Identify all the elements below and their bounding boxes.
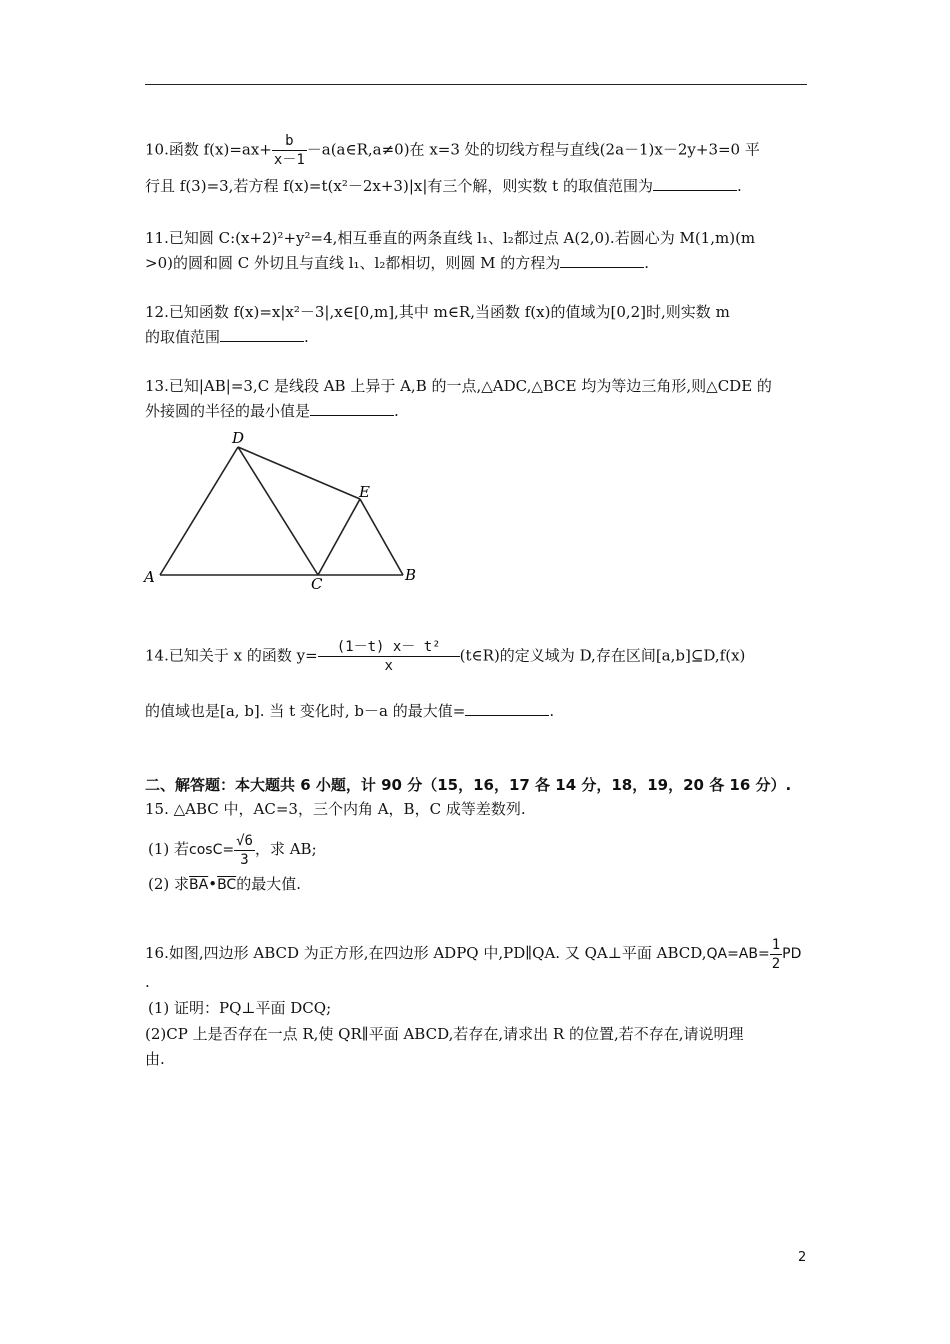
- segment-AD: [160, 447, 238, 575]
- q10-text-a: 10.函数 f(x)=ax+: [145, 140, 272, 159]
- label-B: B: [405, 566, 417, 584]
- q15-p1-text-a: (1) 若: [148, 840, 190, 858]
- q16-expr-a: QA=AB=: [706, 946, 770, 962]
- q16-text-line1: 16.如图,四边形 ABCD 为正方形,在四边形 ADPQ 中,PD∥QA. 又 QA⊥平面 ABCD,: [145, 944, 707, 962]
- q14-frac-num: (1－t) x－ t²: [318, 638, 460, 657]
- q16-part2-line2: 由.: [145, 1050, 165, 1068]
- label-D: D: [232, 429, 245, 447]
- q10-end: .: [736, 177, 742, 195]
- q16-frac-den: 2: [771, 955, 781, 972]
- q11-text-line2: >0)的圆和圆 C 外切且与直线 l₁、l₂都相切，则圆 M 的方程为: [145, 254, 561, 272]
- segment-DE: [238, 447, 360, 499]
- q16-line1: [145, 935, 801, 973]
- q14-end: .: [549, 702, 555, 720]
- dot-symbol: •: [208, 875, 218, 893]
- answer-blank[interactable]: [653, 176, 737, 191]
- q11-line1: 11.已知圆 C:(x+2)²+y²=4,相互垂直的两条直线 l₁、l₂都过点 A(2,0).若圆心为 M(1,m)(m: [145, 229, 756, 247]
- q16-frac-num: 1: [771, 936, 781, 953]
- answer-blank[interactable]: [220, 327, 304, 342]
- q15-fraction: [234, 832, 255, 869]
- q14-line1: [145, 638, 745, 675]
- q16-expr-b: PD: [782, 946, 802, 962]
- q13-end: .: [394, 402, 399, 420]
- q15-frac-num: √6: [236, 832, 253, 849]
- answer-blank[interactable]: [560, 253, 644, 268]
- q15-p1-text-b: ，求 AB;: [254, 840, 317, 858]
- label-A: A: [144, 568, 155, 586]
- answer-blank[interactable]: [465, 701, 549, 716]
- q16-fraction: [770, 936, 782, 973]
- q12-end: .: [304, 328, 309, 346]
- header-rule: [145, 84, 807, 85]
- q11-line2: [145, 253, 649, 273]
- q12-text-line2: 的取值范围: [145, 328, 221, 346]
- label-E: E: [359, 483, 370, 501]
- q11-end: .: [644, 254, 650, 272]
- q15-part1: [148, 831, 317, 869]
- label-C: C: [311, 575, 323, 593]
- q10-frac-den: x－1: [273, 152, 305, 168]
- q14-text-a: 14.已知关于 x 的函数 y=: [145, 646, 318, 665]
- q10-frac-num: b: [272, 132, 307, 151]
- vector-BA: $\overline{BA}$: [189, 877, 209, 893]
- page-number: 2: [798, 1250, 807, 1265]
- q16-part1: (1) 证明：PQ⊥平面 DCQ;: [148, 999, 332, 1017]
- q10-line1: [145, 132, 760, 169]
- q14-fraction: [318, 638, 460, 675]
- q10-line2: [145, 176, 742, 196]
- q15-frac-den: 3: [240, 851, 249, 868]
- q16-part2-line1: (2)CP 上是否存在一点 R,使 QR∥平面 ABCD,若存在,请求出 R 的位置,若不存在,请说明理: [145, 1025, 744, 1043]
- q14-text-line2: 的值域也是[a, b]. 当 t 变化时, b－a 的最大值=: [145, 702, 466, 720]
- q13-line1: 13.已知|AB|=3,C 是线段 AB 上异于 A,B 的一点,△ADC,△BCE 均为等边三角形,则△CDE 的: [145, 377, 772, 395]
- triangle-figure: [140, 425, 430, 595]
- q15-cos: cosC=: [189, 842, 235, 858]
- q15-p2-text-b: 的最大值.: [236, 875, 301, 893]
- q15-line1: 15. △ABC 中，AC=3，三个内角 A，B，C 成等差数列.: [145, 800, 526, 818]
- segment-EB: [360, 499, 403, 575]
- q15-part2: [148, 874, 301, 895]
- q14-frac-den: x: [384, 658, 393, 674]
- q10-fraction: [272, 132, 307, 169]
- q14-text-b: (t∈R)的定义域为 D,存在区间[a,b]⊆D,f(x): [459, 646, 746, 665]
- answer-blank[interactable]: [310, 401, 394, 416]
- q13-text-line2: 外接圆的半径的最小值是: [145, 402, 311, 420]
- q10-text-line2: 行且 f(3)=3,若方程 f(x)=t(x²－2x+3)|x|有三个解，则实数 t 的取值范围为: [145, 177, 653, 195]
- vector-BC: $\overline{BC}$: [217, 877, 237, 893]
- segment-CE: [318, 499, 360, 575]
- q13-line2: [145, 401, 399, 421]
- q14-line2: [145, 701, 554, 721]
- segment-DC: [238, 447, 318, 575]
- section-heading: 二、解答题：本大题共 6 小题，计 90 分（15，16，17 各 14 分，18，19，20 各 16 分）.: [145, 776, 792, 794]
- q16-line2: .: [145, 973, 150, 991]
- q10-text-b: －a(a∈R,a≠0)在 x=3 处的切线方程与直线(2a－1)x－2y+3=0 平: [306, 140, 760, 159]
- q15-p2-text-a: (2) 求: [148, 875, 190, 893]
- q12-line2: [145, 327, 309, 347]
- q12-line1: 12.已知函数 f(x)=x|x²－3|,x∈[0,m],其中 m∈R,当函数 f(x)的值域为[0,2]时,则实数 m: [145, 303, 730, 321]
